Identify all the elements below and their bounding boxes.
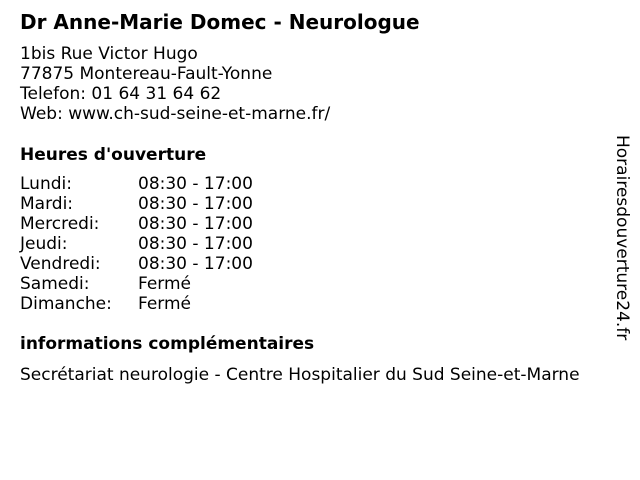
time-value: 08:30 - 17:00 (138, 254, 253, 274)
day-label: Lundi: (20, 174, 72, 194)
time-value: Fermé (138, 294, 192, 314)
day-label: Mardi: (20, 194, 74, 214)
time-value: 08:30 - 17:00 (138, 194, 253, 214)
day-label: Dimanche: (20, 294, 112, 314)
city-address: 77875 Montereau-Fault-Yonne (20, 64, 273, 84)
info-heading: informations complémentaires (20, 334, 315, 354)
hours-row-friday (20, 254, 253, 274)
hours-row-saturday (20, 274, 253, 294)
day-label: Jeudi: (20, 234, 68, 254)
info-text: Secrétariat neurologie - Centre Hospitalier du Sud Seine-et-Marne (20, 365, 580, 385)
address-block (20, 44, 330, 124)
time-value: 08:30 - 17:00 (138, 174, 253, 194)
hours-row-sunday (20, 294, 253, 314)
page-title: Dr Anne-Marie Domec - Neurologue (20, 10, 420, 34)
day-label: Mercredi: (20, 214, 100, 234)
time-value: 08:30 - 17:00 (138, 214, 253, 234)
website-link[interactable]: Web: www.ch-sud-seine-et-marne.fr/ (20, 104, 331, 124)
time-value: 08:30 - 17:00 (138, 234, 253, 254)
hours-heading: Heures d'ouverture (20, 145, 207, 165)
hours-table (20, 174, 253, 314)
hours-row-tuesday (20, 194, 253, 214)
hours-row-thursday (20, 234, 253, 254)
day-label: Vendredi: (20, 254, 101, 274)
site-watermark: Horairesdouverture24.fr (612, 135, 632, 341)
hours-row-wednesday (20, 214, 253, 234)
phone-number: Telefon: 01 64 31 64 62 (20, 84, 222, 104)
day-label: Samedi: (20, 274, 90, 294)
time-value: Fermé (138, 274, 192, 294)
street-address: 1bis Rue Victor Hugo (20, 44, 198, 64)
hours-row-monday (20, 174, 253, 194)
